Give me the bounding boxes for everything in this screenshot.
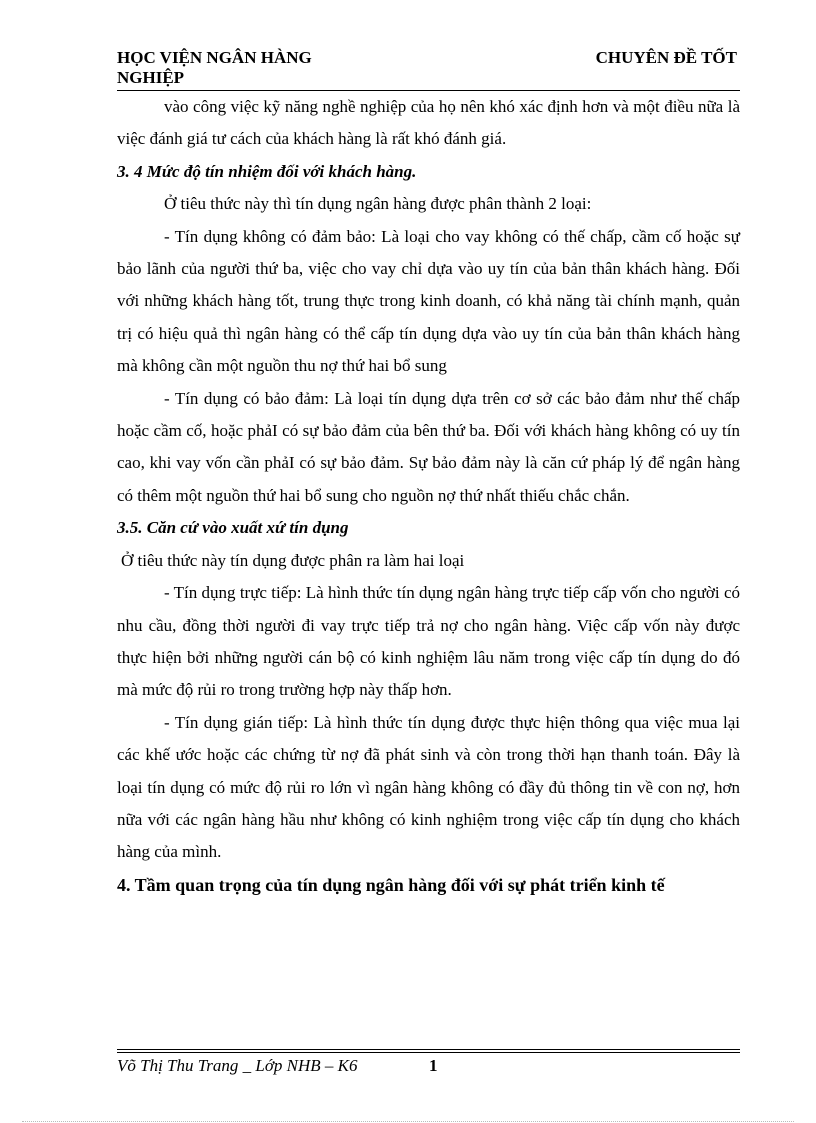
header-right: CHUYÊN ĐỀ TỐT	[595, 48, 737, 67]
paragraph-continuation: vào công việc kỹ năng nghề nghiệp của họ nên khó xác định hơn và một điều nữa là việc đánh giá tư cách của khách hàng là rất khó đánh giá.	[117, 97, 740, 149]
footer-divider-top	[117, 1049, 740, 1050]
paragraph-secured-credit: - Tín dụng có bảo đảm: Là loại tín dụng dựa trên cơ sở các bảo đảm như thế chấp hoặc cầm cố, hoặc phảI có sự bảo đảm của bên thứ ba. Đối với khách hàng không có uy tín cao, khi vay vốn cần phảI có sự bảo đảm. Sự bảo đảm này là căn cứ pháp lý để ngân hàng có thêm một nguồn thứ hai bổ sung cho nguồn nợ thứ nhất thiếu chắc chắn.	[117, 388, 740, 505]
paragraph-direct-credit: - Tín dụng trực tiếp: Là hình thức tín dụng ngân hàng trực tiếp cấp vốn cho người có nhu cầu, đồng thời người đi vay trực tiếp trả nợ cho ngân hàng. Việc cấp vốn này được thực hiện bởi những người cán bộ có kinh nghiệm lâu năm trong việc cấp tín dụng do đó mà mức độ rủi ro trong trường hợp này thấp hơn.	[117, 583, 740, 700]
footer-divider-bottom	[117, 1052, 740, 1053]
header-institution: HỌC VIỆN NGÂN HÀNG	[117, 48, 312, 67]
header-continuation: NGHIỆP	[117, 68, 185, 87]
page-footer	[117, 1056, 438, 1076]
heading-4: 4. Tầm quan trọng của tín dụng ngân hàng đối với sự phát triển kinh tế	[117, 874, 665, 895]
page-bottom-edge	[22, 1121, 794, 1122]
heading-3-4: 3. 4 Mức độ tín nhiệm đối với khách hàng.	[117, 161, 417, 181]
heading-3-5: 3.5. Căn cứ vào xuất xứ tín dụng	[117, 518, 349, 538]
page-header	[117, 48, 737, 88]
paragraph-origin-intro: Ở tiêu thức này tín dụng được phân ra làm hai loại	[121, 550, 465, 570]
paragraph-unsecured-credit: - Tín dụng không có đảm bảo: Là loại cho vay không có thế chấp, cầm cố hoặc sự bảo lãnh của người thứ ba, việc cho vay chỉ dựa vào uy tín của bản thân khách hàng. Đối với những khách hàng tốt, trung thực trong kinh doanh, có khả năng tài chính mạnh, quản trị có hiệu quả thì ngân hàng có thể cấp tín dụng dựa vào uy tín của bản thân khách hàng mà không cần một nguồn thu nợ thứ hai bổ sung	[117, 226, 740, 376]
paragraph-classification-intro: Ở tiêu thức này thì tín dụng ngân hàng được phân thành 2 loại:	[164, 194, 592, 214]
page-number: 1	[429, 1056, 438, 1075]
document-body	[117, 91, 740, 901]
paragraph-indirect-credit: - Tín dụng gián tiếp: Là hình thức tín dụng được thực hiện thông qua việc mua lại các khế ước hoặc các chứng từ nợ đã phát sinh và còn trong thời hạn thanh toán. Đây là loại tín dụng có mức độ rủi ro lớn vì ngân hàng không có đầy đủ thông tin về con nợ, hơn nữa với các ngân hàng hầu như không có kinh nghiệm trong việc cấp tín dụng cho khách hàng của mình.	[117, 712, 740, 862]
footer-author: Võ Thị Thu Trang _ Lớp NHB – K6	[117, 1056, 358, 1075]
